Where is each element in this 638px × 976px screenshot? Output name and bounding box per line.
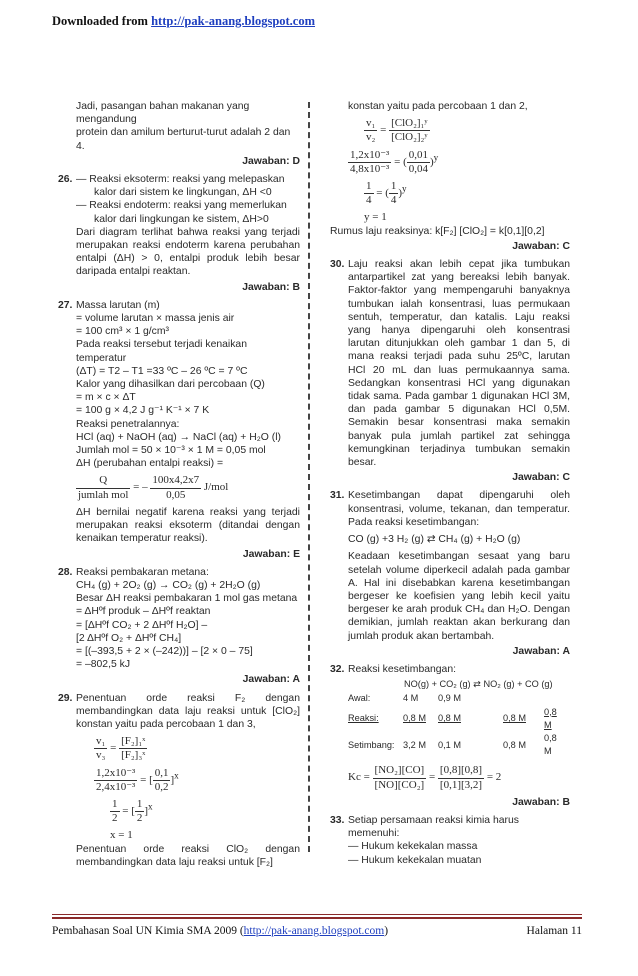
left-column [58, 100, 300, 869]
q27-line: Pada reaksi tersebut terjadi kenaikan temperatur [76, 339, 247, 364]
table-row: Setimbang: 3,2 M 0,1 M 0,8 M 0,8 M [348, 732, 557, 757]
answer-26: Jawaban: B [242, 281, 300, 293]
q29-ratio-y-2: $\frac{\text{1,2x10⁻³}}{\text{4,8x10⁻³}}$ = ( $\frac{0,01}{0,04}$ )$^y$ [350, 148, 439, 175]
question-number: 28. [58, 566, 73, 578]
header-link[interactable]: http://pak-anang.blogspot.com [151, 14, 316, 28]
q27-line: ΔH (perubahan entalpi reaksi) = [76, 458, 224, 470]
q32-title: Reaksi kesetimbangan: [348, 663, 457, 675]
question-30 [330, 258, 570, 469]
question-26 [58, 173, 300, 279]
answer-28: Jawaban: A [242, 674, 300, 686]
q26-line-4: kalor dari lingkungan ke sistem, ΔH>0 [94, 213, 269, 225]
question-number: 26. [58, 174, 73, 186]
q29-ratio-y-1: $\frac{\text{v₁}}{\text{v₂}}$ = $\frac{\text{[ClO₂]₁ʸ}}{\text{[ClO₂]₂ʸ}}$ [366, 117, 428, 144]
question-27 [58, 299, 300, 546]
right-column [330, 100, 570, 867]
question-number: 33. [330, 814, 345, 826]
table-row: Reaksi: 0,8 M 0,8 M 0,8 M 0,8 M [348, 706, 557, 730]
question-number: 31. [330, 490, 345, 502]
q27-line: = 100 g × 4,2 J g⁻¹ K⁻¹ × 7 K [76, 405, 210, 417]
page-footer [52, 925, 582, 937]
q26-line-1: — Reaksi eksoterm: reaksi yang melepaskan [76, 174, 285, 186]
q28-line: CH₄ (g) + 2O₂ (g) → CO₂ (g) + 2H₂O (g) [76, 579, 261, 591]
intro-line-2: protein dan amilum berturut-turut adalah 2 dan 4. [76, 127, 291, 152]
q31-text-2: Keadaan kesetimbangan sesaat yang baru setelah volume diperkecil adalah pada gambar A. Hal ini disebabkan karena kesetimbangan bergeser ke koefisien yang lebih kecil yaitu bergeser ke arah produk CH₄ dan H₂O. Dengan demikian, jumlah reaktan akan berkurang dan jumlah produk akan bertambah. [348, 551, 570, 642]
q27-line: Kalor yang dihasilkan dari percobaan (Q) [76, 379, 265, 391]
q30-text: Laju reaksi akan lebih cepat jika tumbukan antarpartikel zat yang bereaksi lebih banyak. Faktor-faktor yang mempengaruhi banyaknya tumbukan ialah konsentrasi, luas permukaan sentuh, temperatur, dan katalis. Laju reaksi yang hanya dipengaruhi oleh konsentrasi larutan ditunjukkan oleh gambar 1 dan 5, di mana reaksi terjadi pada suhu 25ºC, larutan HCl 20 mL dan luas permukaannya sama. Sedangkan konsentrasi HCl yang digunakan tidak sama. Pada gambar 1 digunakan HCl 3M, dan pada gambar 5 digunakan HCl 0,5M. Semakin besar konsentrasi maka semakin banyak pula jumlah partikel zat sehingga kemungkinan terjadinya tumbukan semakin besar. [348, 259, 570, 469]
fraction: $\frac{Q}{\text{jumlah mol}}$ [78, 474, 129, 501]
q28-line: = [ΔHºf CO₂ + 2 ΔHºf H₂O] – [76, 619, 208, 631]
question-number: 30. [330, 259, 345, 271]
question-number: 27. [58, 299, 73, 311]
q29-ratio-3: $\frac{1}{2}$ = [ $\frac{1}{2}$ ]$^x$ [112, 797, 153, 825]
q26-line-3: — Reaksi endoterm: reaksi yang memerlukan [76, 200, 287, 212]
footer-rule-thick [52, 917, 582, 919]
question-28 [58, 566, 300, 672]
q26-explanation: Dari diagram terlihat bahwa reaksi yang terjadi merupakan reaksi endoterm karena perubahan entalpi (ΔH) > 0, entalpi produk lebih besar daripada entalpi reaktan. [76, 226, 300, 278]
answer-27: Jawaban: E [242, 548, 300, 560]
download-prefix: Downloaded from [52, 14, 148, 28]
q27-line: = 100 cm³ × 1 g/cm³ [76, 326, 169, 338]
q28-line: = ΔHºf produk – ΔHºf reaktan [76, 606, 211, 618]
fraction: $\frac{100x4,2x7}{0,05}$ [152, 474, 200, 501]
answer-32: Jawaban: B [512, 796, 570, 808]
footer-source: Pembahasan Soal UN Kimia SMA 2009 (http://pak-anang.blogspot.com) [52, 925, 389, 937]
q26-line-2: kalor dari sistem ke lingkungan, ΔH <0 [94, 187, 272, 199]
q28-line: = [(–393,5 + 2 × (–242))] – [2 × 0 – 75] [76, 645, 253, 657]
q33-line-1: Setiap persamaan reaksi kimia harus memenuhi: [348, 814, 519, 840]
kc-equation: Kc = $\frac{\text{[NO₂][CO]}}{\text{[NO][CO₂]}}$ = $\frac{[0,8][0,8]}{[0,1][3,2]}$ = 2 [348, 764, 502, 791]
table-row: Awal: 4 M 0,9 M [348, 693, 461, 704]
footer-rule [52, 914, 582, 915]
q31-text-1: Kesetimbangan dapat dipengaruhi oleh konsentrasi, volume, tekanan, dan temperatur. Pada reaksi kesetimbangan: [348, 490, 570, 528]
answer-29: Jawaban: C [512, 240, 570, 252]
equilibrium-table [348, 692, 570, 758]
q29-intro: Penentuan orde reaksi F₂ dengan membandingkan data laju reaksi untuk [ClO₂] konstan yaitu pada percobaan 1 dan 3, [76, 692, 300, 730]
question-number: 32. [330, 663, 345, 675]
q33-line-2: — Hukum kekekalan massa [348, 841, 478, 853]
q28-line: = –802,5 kJ [76, 659, 131, 671]
q29-tail: Penentuan orde reaksi ClO₂ dengan membandingkan data laju reaksi untuk [F₂] [76, 843, 300, 868]
download-source-header [52, 14, 315, 29]
page-number: Halaman 11 [526, 925, 582, 937]
intro-line-1: Jadi, pasangan bahan makanan yang mengandung [76, 101, 250, 126]
q27-line: Jumlah mol = 50 × 10⁻³ × 1 M = 0,05 mol [76, 445, 266, 457]
answer-30: Jawaban: C [512, 472, 570, 484]
answer-31: Jawaban: A [512, 645, 570, 657]
question-33 [330, 814, 570, 867]
rate-law: Rumus laju reaksinya: k[F₂] [ClO₂] = k[0,1][0,2] [330, 225, 545, 237]
question-32 [330, 663, 570, 676]
q29-ratio-y-3: $\frac{1}{4}$ = ( $\frac{1}{4}$ )$^y$ [366, 180, 407, 207]
q32-equation: NO(g) + CO₂ (g) ⇄ NO₂ (g) + CO (g) [404, 679, 553, 691]
q27-enthalpy-equation: $\frac{Q}{\text{jumlah mol}}$ = – $\frac{100x4,2x7}{0,05}$ J/mol [78, 474, 229, 501]
q27-line: HCl (aq) + NaOH (aq) → NaCl (aq) + H₂O (l) [76, 431, 281, 443]
equilibrium-arrow-icon: ⇄ [426, 533, 436, 546]
q27-line: Reaksi penetralannya: [76, 418, 180, 430]
q31-equilibrium-equation: CO (g) +3 H₂ (g) ⇄ CH₄ (g) + H₂O (g) [348, 533, 521, 546]
question-number: 29. [58, 692, 73, 704]
column-divider [308, 102, 310, 852]
q29-ratio-1: $\frac{\text{v₁}}{\text{v₃}}$ = $\frac{\text{[F₂]₁ˣ}}{\text{[F₂]₃ˣ}}$ [96, 735, 146, 762]
footer-link[interactable]: http://pak-anang.blogspot.com [243, 925, 385, 937]
q29-continued: konstan yaitu pada percobaan 1 dan 2, [348, 101, 528, 112]
q33-line-3: — Hukum kekekalan muatan [348, 854, 482, 866]
q27-line: Massa larutan (m) [76, 299, 160, 311]
answer-25: Jawaban: D [242, 155, 300, 167]
q28-line: [2 ΔHºf O₂ + ΔHºf CH₄] [76, 632, 182, 644]
q28-line: Reaksi pembakaran metana: [76, 566, 209, 578]
q27-line: = m × c × ΔT [76, 392, 136, 404]
q29-y-result: y = 1 [364, 211, 387, 224]
q29-x-result: x = 1 [110, 829, 133, 842]
q27-line: (ΔT) = T2 – T1 =33 ºC – 26 ºC = 7 ºC [76, 365, 248, 377]
question-29 [58, 692, 300, 869]
q27-conclusion: ΔH bernilai negatif karena reaksi yang terjadi merupakan reaksi eksoterm (ditandai dengan kenaikan temperatur reaksi). [76, 506, 300, 545]
q29-ratio-2: $\frac{\text{1,2x10⁻³}}{\text{2,4x10⁻³}}$ = [ $\frac{0,1}{0,2}$ ]$^x$ [96, 766, 179, 793]
q28-line: Besar ΔH reaksi pembakaran 1 mol gas metana [76, 593, 298, 605]
question-31 [330, 489, 570, 642]
equilibrium-arrow-icon: ⇄ [473, 679, 481, 691]
q27-line: = volume larutan × massa jenis air [76, 313, 235, 325]
